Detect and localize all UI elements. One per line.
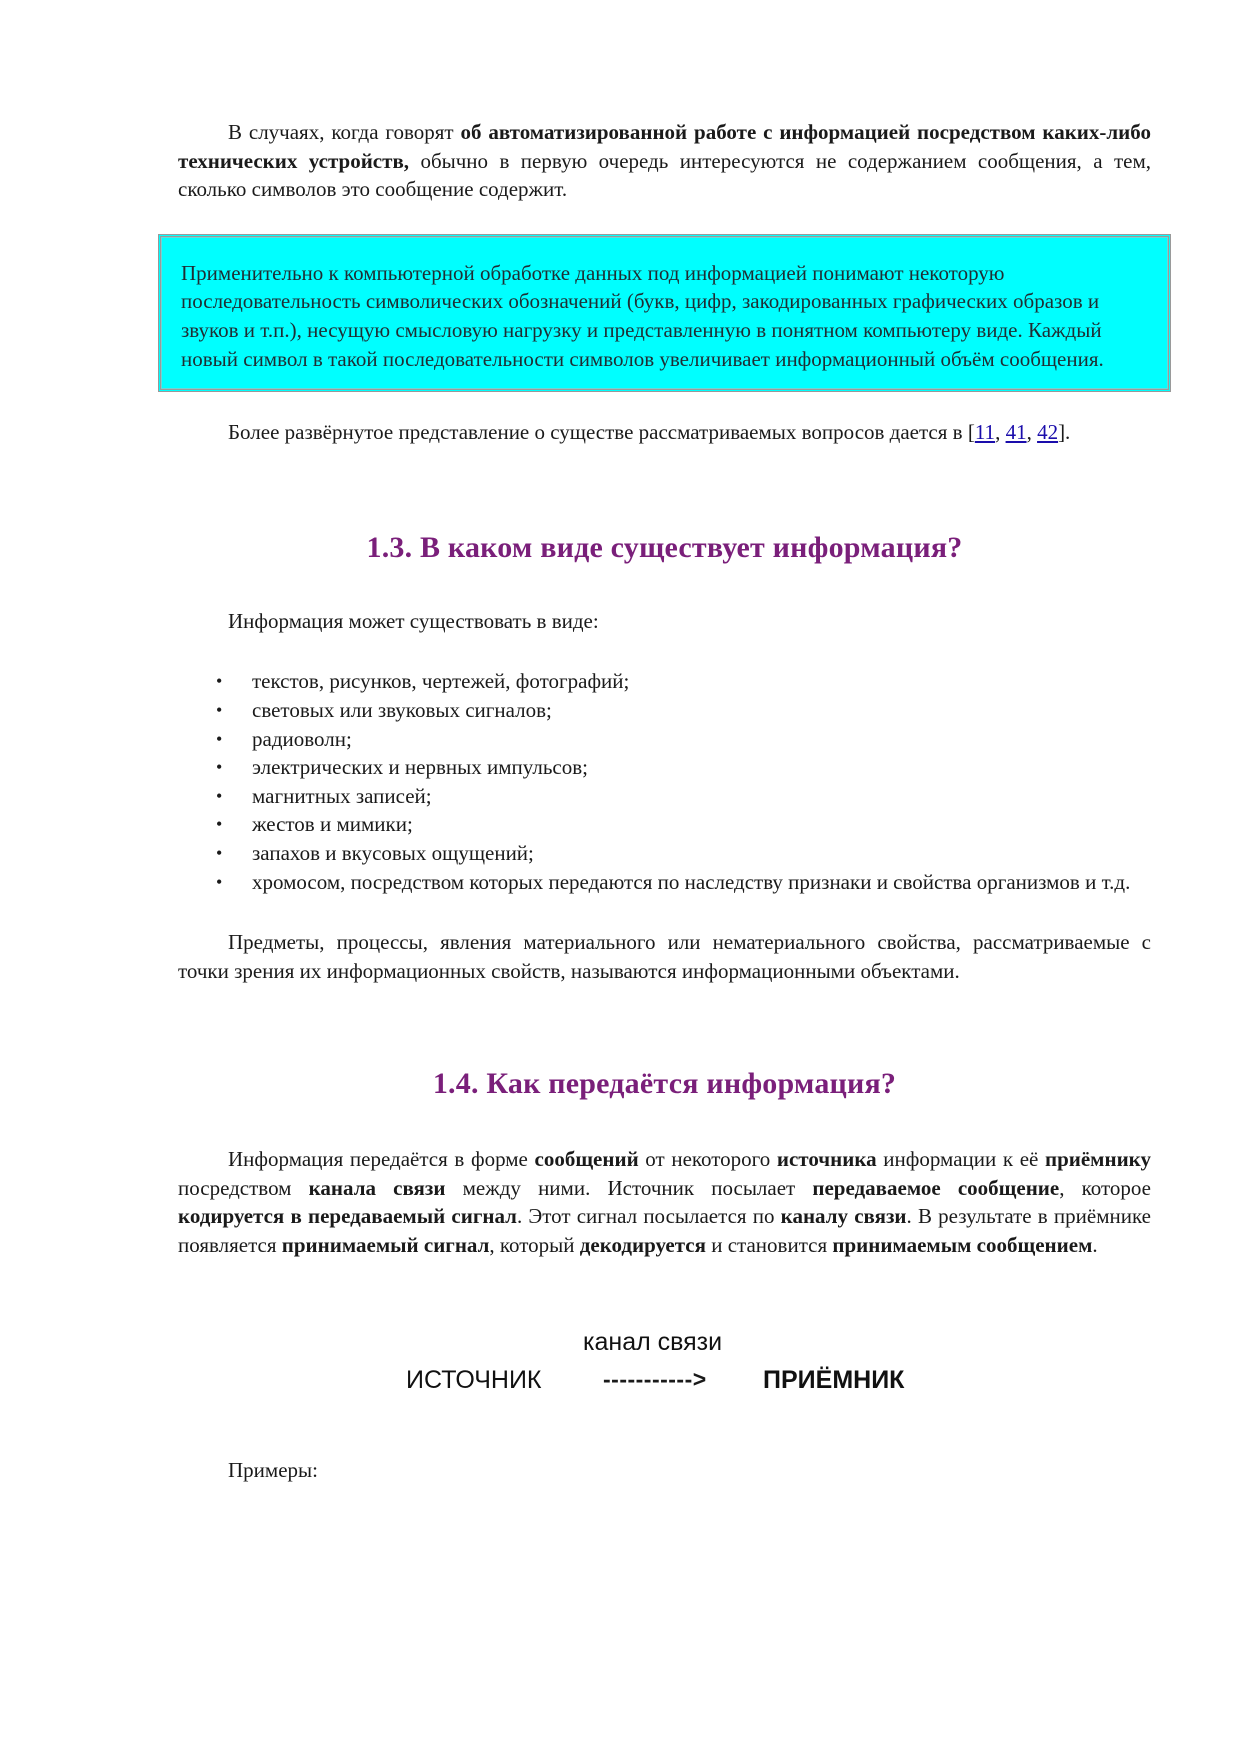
reference-link-11[interactable]: 11 — [974, 420, 996, 445]
bullet-icon: • — [216, 785, 223, 806]
reference-link-41[interactable]: 41 — [1005, 420, 1027, 445]
examples-label: Примеры: — [228, 1457, 318, 1482]
document-page — [178, 118, 1151, 1484]
reference-link-42[interactable]: 42 — [1037, 420, 1059, 445]
list-item: • текстов, рисунков, чертежей, фотографий; — [178, 667, 1151, 696]
arrow-icon: -----------> — [603, 1365, 707, 1392]
references-paragraph: Более развёрнутое представление о существе рассматриваемых вопросов дается в [11, 41, 42]. — [228, 420, 1071, 445]
bullet-icon: • — [216, 728, 223, 749]
channel-label: канал связи — [583, 1327, 723, 1356]
channel-diagram — [178, 1328, 1151, 1448]
section-heading-1-4: 1.4. Как передаётся информация? — [432, 1067, 897, 1101]
info-forms-list — [178, 667, 1151, 896]
definition-callout — [158, 234, 1171, 392]
info-objects-paragraph: Предметы, процессы, явления материального или нематериального свойства, рассматриваемые с точки зрения их информационных свойств, называются информационными объектами. — [178, 930, 1151, 983]
callout-text: Применительно к компьютерной обработке данных под информацией понимают некоторую последовательность символических обозначений (букв, цифр, закодированных графических образов и звуков и т.п.), несущую смысловую нагрузку и представленную в понятном компьютеру виде. Каждый новый символ в такой последовательности символов увеличивает информационный объём сообщения. — [181, 260, 1104, 371]
list-item: • радиоволн; — [178, 725, 1151, 754]
section-1-3-lead: Информация может существовать в виде: — [228, 608, 599, 633]
list-item: • электрических и нервных импульсов; — [178, 753, 1151, 782]
list-item: • хромосом, посредством которых передаются по наследству признаки и свойства организмов и т.д. — [178, 868, 1151, 897]
receiver-label: ПРИЁМНИК — [763, 1365, 905, 1394]
source-label: ИСТОЧНИК — [406, 1365, 542, 1394]
bullet-icon: • — [216, 842, 223, 863]
bullet-icon: • — [216, 699, 223, 720]
bullet-icon: • — [216, 671, 223, 692]
list-item: • магнитных записей; — [178, 782, 1151, 811]
list-item: • жестов и мимики; — [178, 810, 1151, 839]
bullet-icon: • — [216, 814, 223, 835]
intro-paragraph: В случаях, когда говорят об автоматизированной работе с информацией посредством каких-либо технических устройств, обычно в первую очередь интересуются не содержанием сообщения, а тем, сколько символов это сообщение содержит. — [178, 120, 1152, 202]
list-item: • запахов и вкусовых ощущений; — [178, 839, 1151, 868]
list-item: • световых или звуковых сигналов; — [178, 696, 1151, 725]
intro-bold-phrase: об автоматизированной работе с информацией посредством каких-либо технических устройств, — [178, 120, 1152, 173]
transmission-paragraph: Информация передаётся в форме сообщений от некоторого источника информации к её приёмнику посредством канала связи между ними. Источник посылает передаваемое сообщение, которое кодируется в передаваемый сигнал. Этот сигнал посылается по каналу связи. В результате в приёмнике появляется принимаемый сигнал, который декодируется и становится принимаемым сообщением. — [178, 1147, 1151, 1258]
bullet-icon: • — [216, 757, 223, 778]
section-heading-1-3: 1.3. В каком виде существует информация? — [366, 530, 963, 564]
bullet-icon: • — [216, 871, 223, 892]
